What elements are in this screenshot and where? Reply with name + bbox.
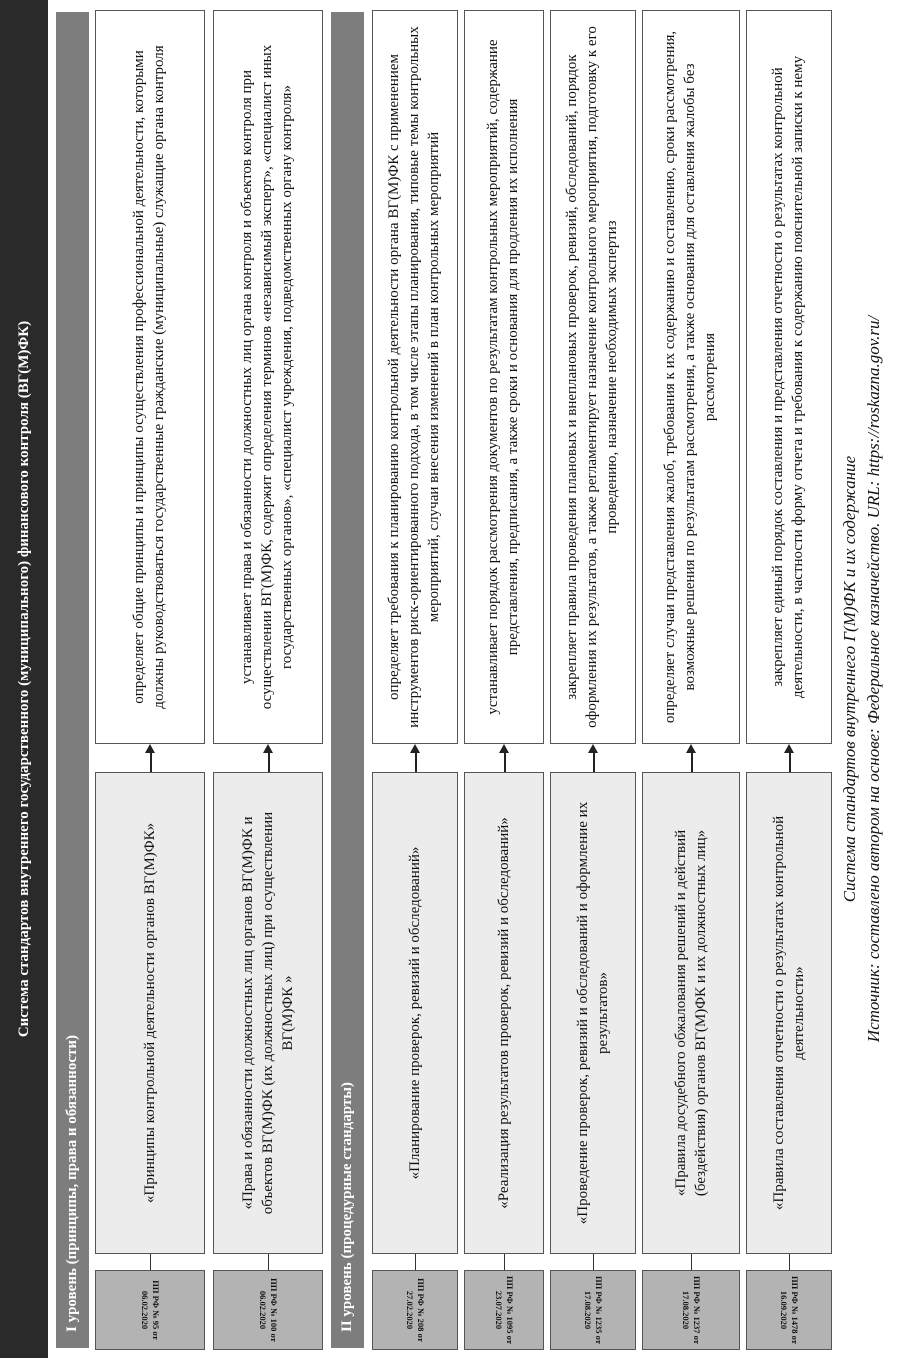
connector-line bbox=[150, 1254, 151, 1270]
arrow-line bbox=[415, 750, 417, 772]
standard-row-1 bbox=[95, 0, 205, 1358]
arrow-head-icon bbox=[263, 744, 273, 753]
gost-ref: ПП РФ № 1235 от 17.08.2020 bbox=[550, 1270, 636, 1350]
arrow-head-icon bbox=[145, 744, 155, 753]
standard-name: «Планирование проверок, ревизий и обследований» bbox=[372, 772, 458, 1254]
arrow-line bbox=[268, 750, 270, 772]
gost-ref: ПП РФ № 1237 от 17.08.2020 bbox=[642, 1270, 740, 1350]
connector-line bbox=[504, 1254, 505, 1270]
standard-description: устанавливает порядок рассмотрения документов по результатам контрольных мероприятий, содержание представления, предписания, а также сроки и основания для продления их исполнения bbox=[464, 10, 544, 744]
connector-line bbox=[415, 1254, 416, 1270]
connector-line bbox=[789, 1254, 790, 1270]
standard-description: определяет случаи представления жалоб, требования к их содержанию и составлению, сроки рассмотрения, возможные решения по результатам рассмотрения, а также основания для оставления жалобы без рассмотрения bbox=[642, 10, 740, 744]
arrow-line bbox=[789, 750, 791, 772]
arrow-line bbox=[691, 750, 693, 772]
standard-row-3 bbox=[372, 0, 458, 1358]
standard-row-5 bbox=[550, 0, 636, 1358]
gost-ref: ПП РФ № 1478 от 16.09.2020 bbox=[746, 1270, 832, 1350]
connector-line bbox=[691, 1254, 692, 1270]
arrow-line bbox=[150, 750, 152, 772]
standard-description: устанавливает права и обязанности должностных лиц органа контроля и объектов контроля при осуществлении ВГ(М)ФК, содержит определения терминов «независимый эксперт», «специалист иных государственных органов», «специалист учреждения, подведомственных органу контроля» bbox=[213, 10, 323, 744]
gost-ref: ПП РФ № 100 от 06.02.2020 bbox=[213, 1270, 323, 1350]
standard-description: определяет общие принципы и принципы осуществления профессиональной деятельности, которыми должны руководствоваться государственные гражданские (муниципальные) служащие органа контроля bbox=[95, 10, 205, 744]
arrow-head-icon bbox=[784, 744, 794, 753]
arrow-head-icon bbox=[499, 744, 509, 753]
arrow-head-icon bbox=[588, 744, 598, 753]
standard-description: закрепляет правила проведения плановых и внеплановых проверок, ревизий, обследований, порядок оформления их результатов, а также регламентирует назначение контрольного мероприятия, подготовку к его проведению, назначение необходимых экспертиз bbox=[550, 10, 636, 744]
diagram-title: Система стандартов внутреннего государственного (муниципального) финансового контроля (ВГ(М)ФК) bbox=[0, 0, 48, 1358]
standard-name: «Правила досудебного обжалования решений и действий (бездействия) органов ВГ(М)ФК и их должностных лиц» bbox=[642, 772, 740, 1254]
level-2-header: II уровень (процедурные стандарты) bbox=[331, 12, 364, 1348]
standard-row-4 bbox=[464, 0, 544, 1358]
figure-source: Источник: составлено автором на основе: Федеральное казначейство. URL: https://roskazna.gov.ru/ bbox=[864, 315, 883, 1043]
standard-description: закрепляет единый порядок составления и представления отчетности о результатах контрольной деятельности, в частности форму отчета и требования к содержанию пояснительной записки к нему bbox=[746, 10, 832, 744]
standard-name: «Права и обязанности должностных лиц органов ВГ(М)ФК и объектов ВГ(М)ФК (их должностных лиц) при осуществлении ВГ(М)ФК » bbox=[213, 772, 323, 1254]
level-1-header: I уровень (принципы, права и обязанности) bbox=[56, 12, 89, 1348]
arrow-line bbox=[504, 750, 506, 772]
gost-ref: ПП РФ № 95 от 06.02.2020 bbox=[95, 1270, 205, 1350]
connector-line bbox=[268, 1254, 269, 1270]
arrow-head-icon bbox=[410, 744, 420, 753]
figure-caption: Система стандартов внутреннего Г(М)ФК и их содержание bbox=[840, 455, 859, 903]
standard-row-6 bbox=[642, 0, 740, 1358]
standard-name: «Правила составления отчетности о результатах контрольной деятельности» bbox=[746, 772, 832, 1254]
standard-name: «Принципы контрольной деятельности органов ВГ(М)ФК» bbox=[95, 772, 205, 1254]
standard-name: «Реализация результатов проверок, ревизий и обследований» bbox=[464, 772, 544, 1254]
connector-line bbox=[593, 1254, 594, 1270]
arrow-line bbox=[593, 750, 595, 772]
standard-name: «Проведение проверок, ревизий и обследований и оформление их результатов» bbox=[550, 772, 636, 1254]
standard-description: определяет требования к планированию контрольной деятельности органа ВГ(М)ФК с применением инструментов риск-ориентированного подхода, в том числе этапы планирования, типовые темы контрольных мероприятий, случаи внесения изменений в план контрольных мероприятий bbox=[372, 10, 458, 744]
standard-row-2 bbox=[213, 0, 323, 1358]
gost-ref: ПП РФ № 1095 от 23.07.2020 bbox=[464, 1270, 544, 1350]
standard-row-7 bbox=[746, 0, 832, 1358]
gost-ref: ПП РФ № 208 от 27.02.2020 bbox=[372, 1270, 458, 1350]
arrow-head-icon bbox=[686, 744, 696, 753]
